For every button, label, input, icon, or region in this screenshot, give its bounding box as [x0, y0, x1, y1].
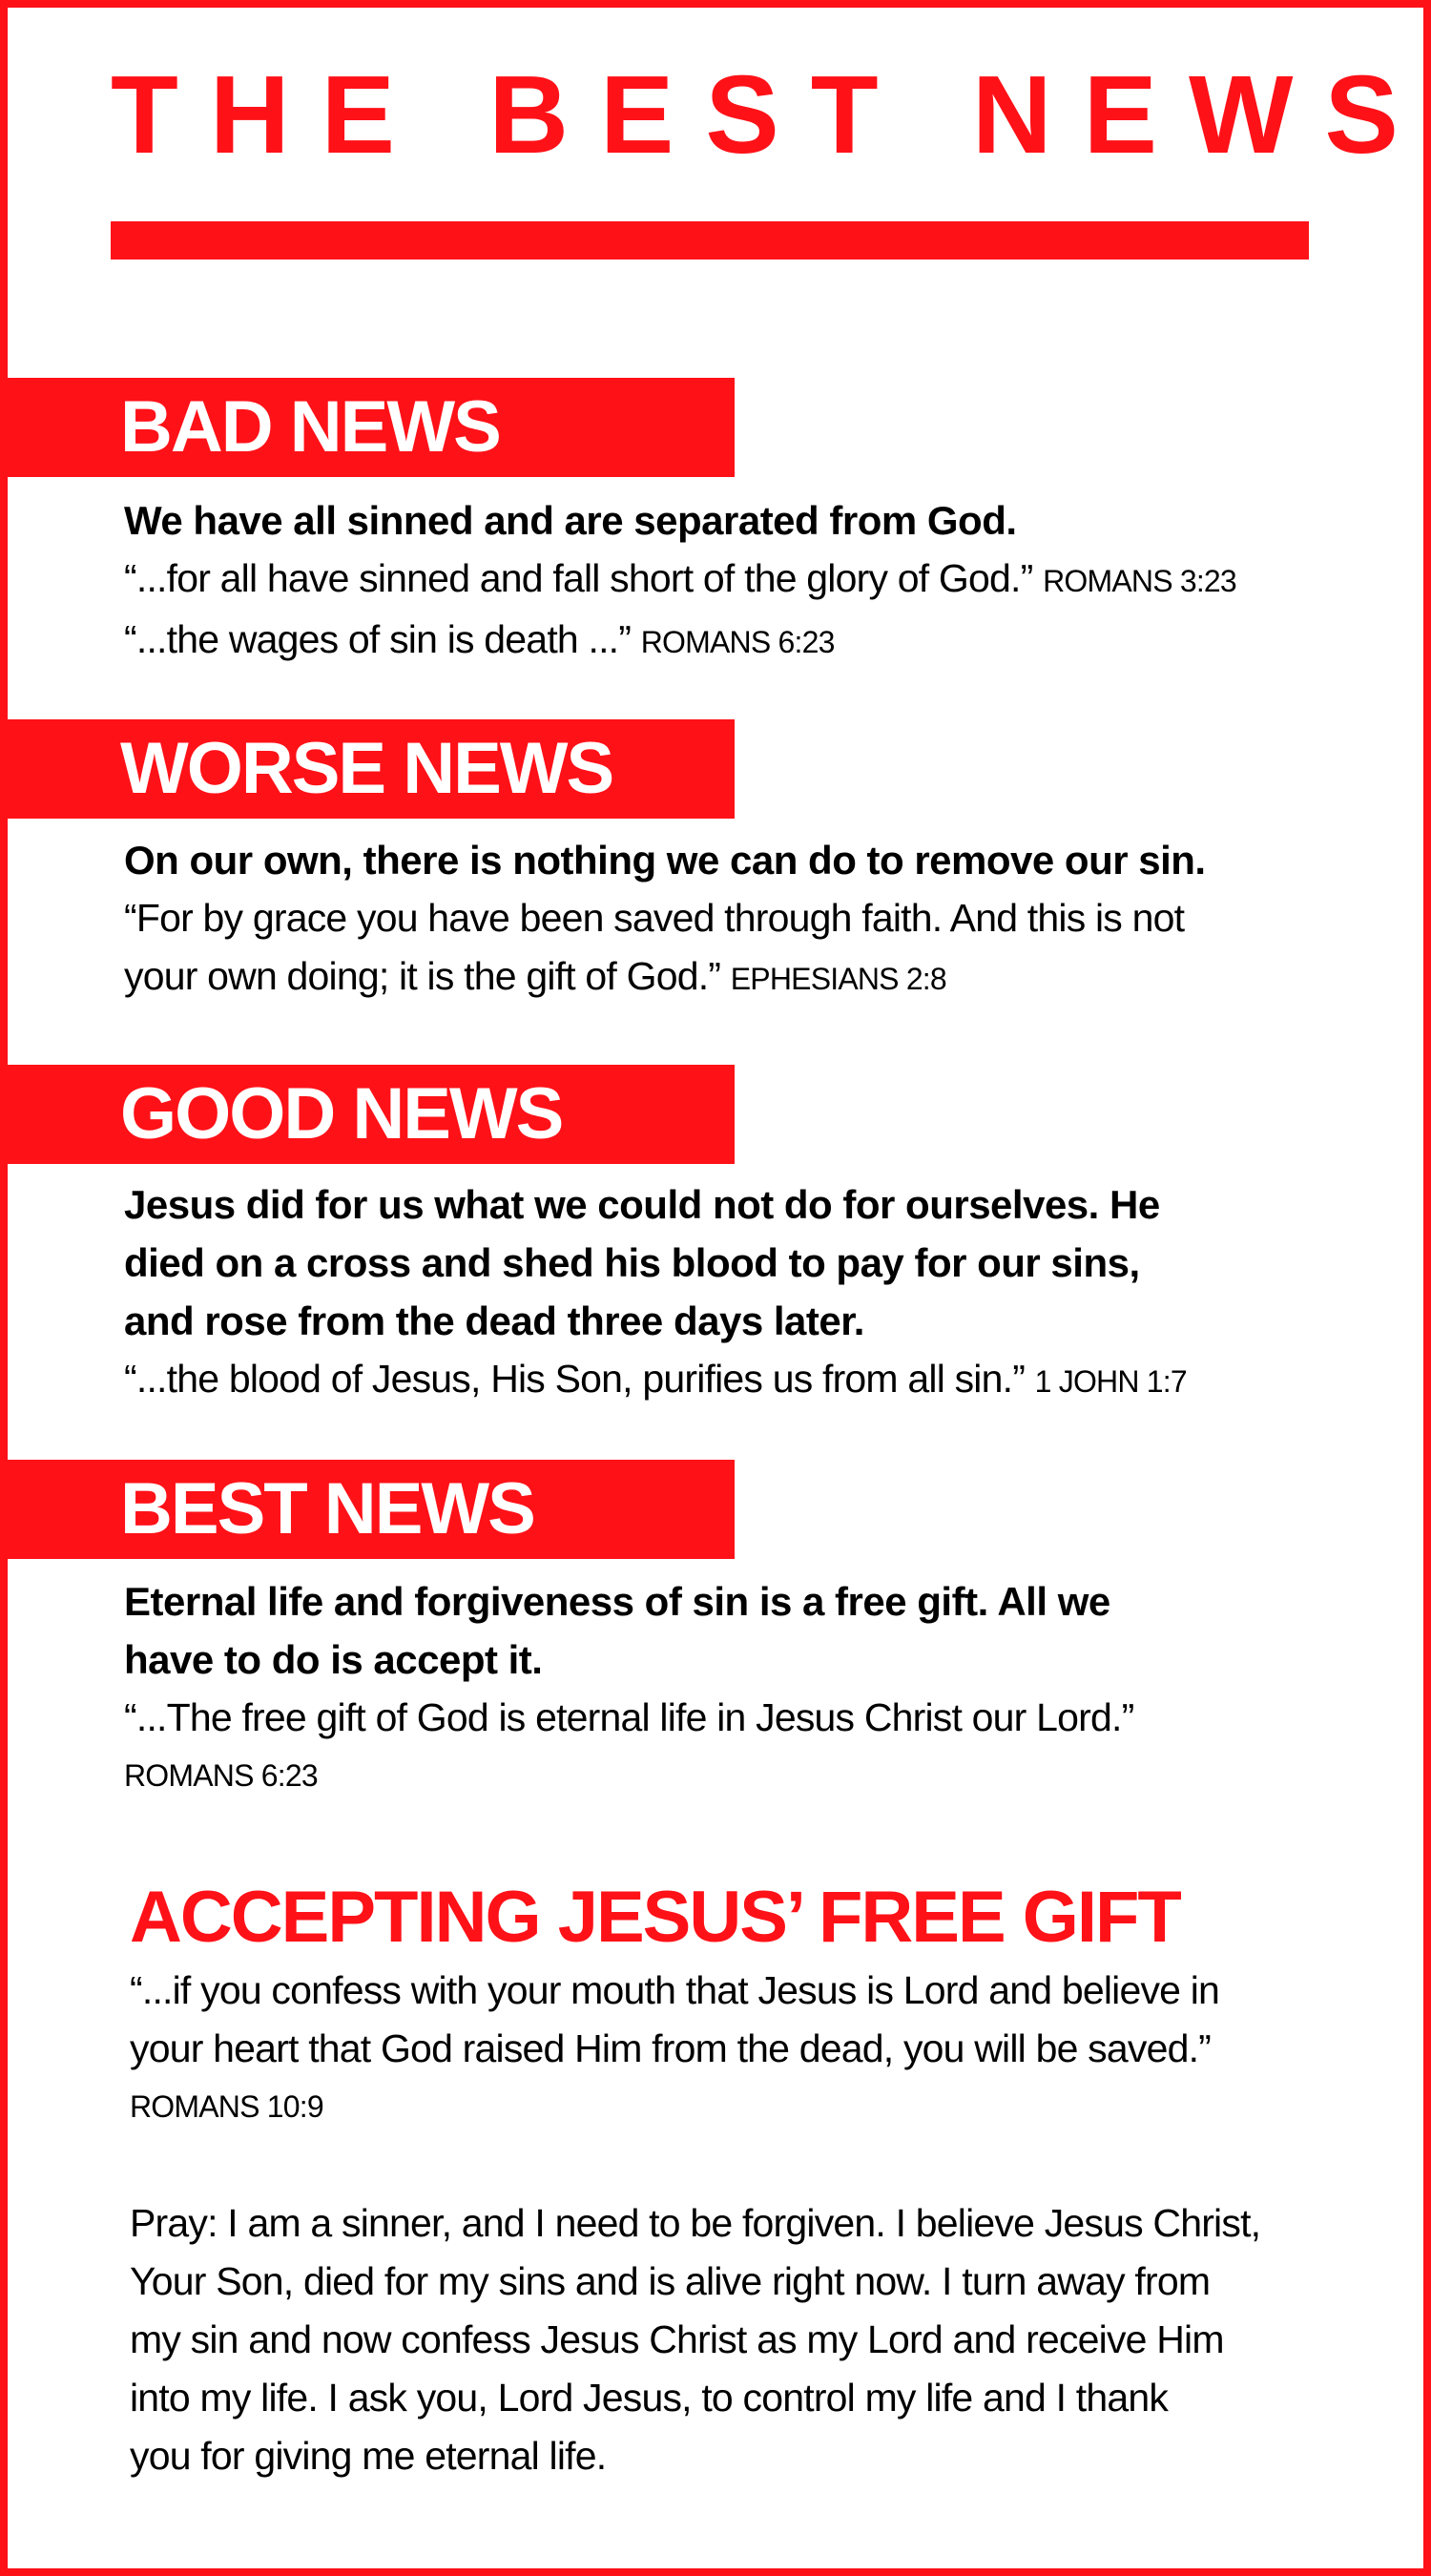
- good-news-lead-line-1: Jesus did for us what we could not do for ourselves. He: [124, 1182, 1160, 1227]
- prayer-block: [130, 2194, 1322, 2485]
- worse-news-heading: WORSE NEWS: [120, 728, 613, 809]
- best-news-quote-ref: ROMANS 6:23: [124, 1758, 318, 1793]
- worse-news-quote-line-2: [124, 947, 1317, 1008]
- best-news-body: [124, 1572, 1317, 1804]
- bad-news-quote-1-text: “...for all have sinned and fall short of the glory of God.”: [124, 556, 1033, 600]
- accepting-quote-line-1: “...if you confess with your mouth that Jesus is Lord and believe in: [130, 1968, 1220, 2012]
- accepting-quote-ref: ROMANS 10:9: [130, 2089, 323, 2124]
- worse-news-quote-line-2-text: your own doing; it is the gift of God.”: [124, 954, 721, 998]
- best-news-heading: BEST NEWS: [120, 1468, 534, 1549]
- good-news-lead-line-2: died on a cross and shed his blood to pay for our sins,: [124, 1240, 1140, 1285]
- good-news-quote-ref: 1 JOHN 1:7: [1034, 1364, 1187, 1399]
- best-news-lead-line-1: Eternal life and forgiveness of sin is a free gift. All we: [124, 1579, 1110, 1624]
- title-underline-bar: [111, 221, 1309, 260]
- bad-news-quote-2-text: “...the wages of sin is death ...”: [124, 617, 632, 661]
- bad-news-quote-2: [124, 611, 1317, 672]
- accepting-gift-heading: ACCEPTING JESUS’ FREE GIFT: [130, 1877, 1180, 1958]
- good-news-lead-line-3: and rose from the dead three days later.: [124, 1298, 864, 1343]
- bad-news-quote-1: [124, 550, 1317, 611]
- prayer-line-2: Your Son, died for my sins and is alive right now. I turn away from: [130, 2259, 1211, 2303]
- prayer-line-5: you for giving me eternal life.: [130, 2434, 607, 2478]
- best-news-lead-line-2: have to do is accept it.: [124, 1637, 543, 1682]
- prayer-line-3: my sin and now confess Jesus Christ as my Lord and receive Him: [130, 2317, 1224, 2361]
- worse-news-quote-ref: EPHESIANS 2:8: [730, 962, 946, 996]
- accepting-gift-quote-block: [130, 1962, 1322, 2135]
- bad-news-quote-2-ref: ROMANS 6:23: [640, 625, 835, 659]
- worse-news-lead: On our own, there is nothing we can do to remove our sin.: [124, 838, 1206, 883]
- prayer-line-1: Pray: I am a sinner, and I need to be forgiven. I believe Jesus Christ,: [130, 2201, 1261, 2245]
- bad-news-body: [124, 491, 1317, 672]
- good-news-body: [124, 1175, 1317, 1411]
- good-news-quote: [124, 1350, 1317, 1411]
- best-news-banner: [0, 1460, 735, 1559]
- accepting-quote-line-2: your heart that God raised Him from the dead, you will be saved.”: [130, 2026, 1212, 2070]
- worse-news-banner: [0, 719, 735, 819]
- worse-news-quote-line-1: “For by grace you have been saved through faith. And this is not: [124, 896, 1185, 940]
- good-news-quote-text: “...the blood of Jesus, His Son, purifies us from all sin.”: [124, 1357, 1026, 1401]
- bad-news-lead: We have all sinned and are separated from God.: [124, 498, 1017, 543]
- good-news-heading: GOOD NEWS: [120, 1073, 563, 1154]
- good-news-banner: [0, 1065, 735, 1164]
- best-news-quote: “...The free gift of God is eternal life in Jesus Christ our Lord.”: [124, 1695, 1134, 1739]
- page-title: THE BEST NEWS: [111, 52, 1430, 177]
- bad-news-banner: [0, 378, 735, 477]
- worse-news-body: [124, 831, 1317, 1008]
- bad-news-quote-1-ref: ROMANS 3:23: [1043, 564, 1236, 598]
- bad-news-heading: BAD NEWS: [120, 386, 500, 467]
- prayer-line-4: into my life. I ask you, Lord Jesus, to control my life and I thank: [130, 2376, 1169, 2420]
